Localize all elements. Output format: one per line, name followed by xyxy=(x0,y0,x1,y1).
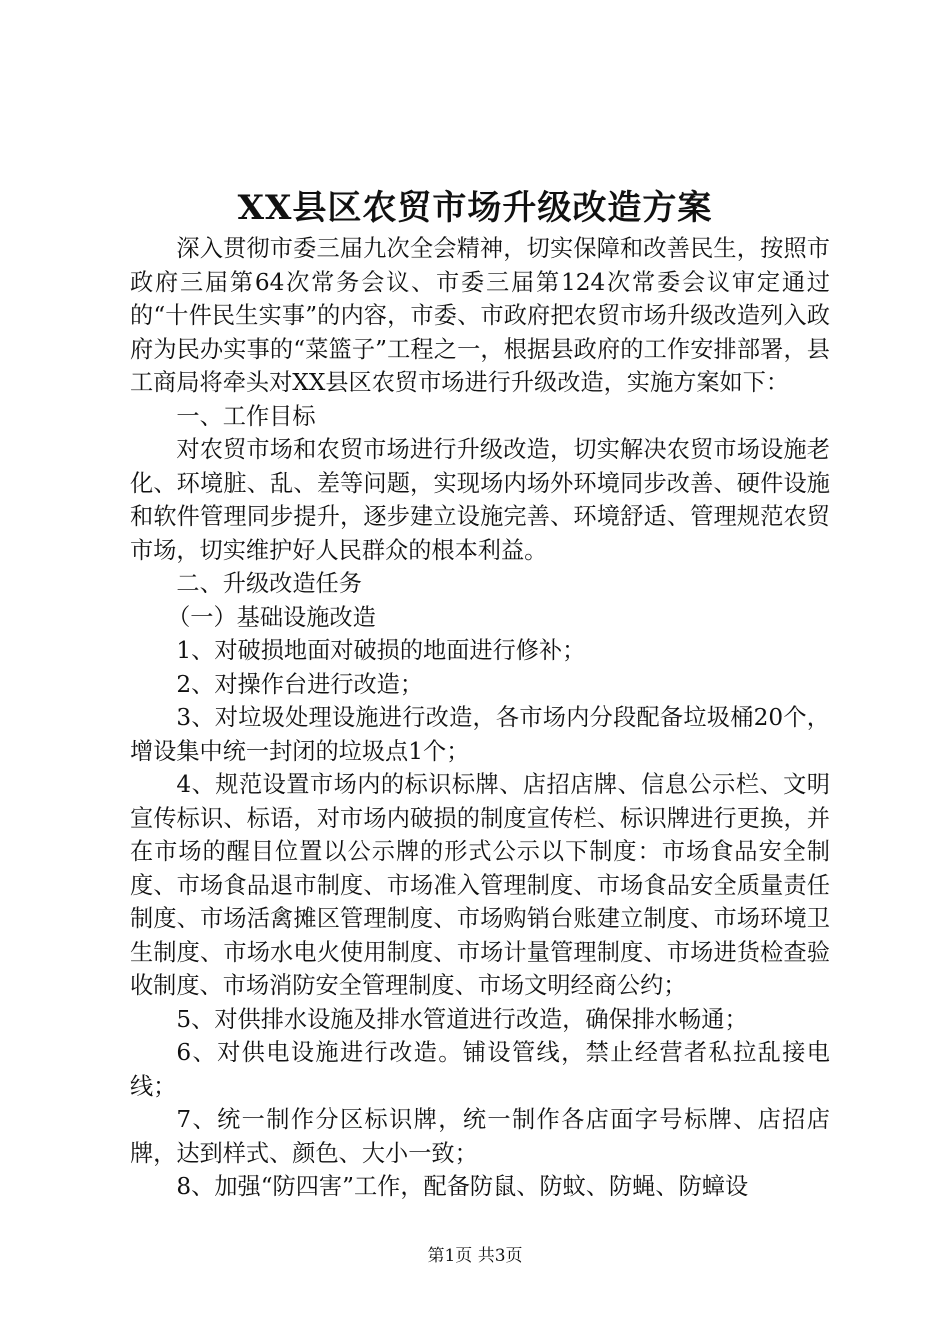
document-body xyxy=(130,232,830,1204)
list-item-4: 4、规范设置市场内的标识标牌、店招店牌、信息公示栏、文明宣传标识、标语，对市场内破损的制度宣传栏、标识牌进行更换，并在市场的醒目位置以公示牌的形式公示以下制度：市场食品安全制度、市场食品退市制度、市场准入管理制度、市场食品安全质量责任制度、市场活禽摊区管理制度、市场购销台账建立制度、市场环境卫生制度、市场水电火使用制度、市场计量管理制度、市场进货检查验收制度、市场消防安全管理制度、市场文明经商公约； xyxy=(130,771,830,999)
list-item-6: 6、对供电设施进行改造。铺设管线，禁止经营者私拉乱接电线； xyxy=(130,1039,830,1100)
list-item-7: 7、统一制作分区标识牌，统一制作各店面字号标牌、店招店牌，达到样式、颜色、大小一致； xyxy=(130,1106,830,1167)
list-item-2: 2、对操作台进行改造； xyxy=(176,670,424,698)
paragraph-goals: 对农贸市场和农贸市场进行升级改造，切实解决农贸市场设施老化、环境脏、乱、差等问题，实现场内场外环境同步改善、硬件设施和软件管理同步提升，逐步建立设施完善、环境舒适、管理规范农贸市场，切实维护好人民群众的根本利益。 xyxy=(130,436,830,564)
section-heading-tasks: 二、升级改造任务 xyxy=(176,570,362,597)
section-heading-goals: 一、工作目标 xyxy=(176,402,316,430)
list-item-8: 8、加强“防四害”工作，配备防鼠、防蚊、防蝇、防蟑设 xyxy=(176,1173,749,1200)
subsection-heading-infrastructure: （一）基础设施改造 xyxy=(167,603,376,631)
paragraph-intro: 深入贯彻市委三届九次全会精神，切实保障和改善民生，按照市政府三届第64次常务会议、市委三届第124次常委会议审定通过的“十件民生实事”的内容，市委、市政府把农贸市场升级改造列入政府为民办实事的“菜篮子”工程之一，根据县政府的工作安排部署，县工商局将牵头对XX县区农贸市场进行升级改造，实施方案如下： xyxy=(130,235,830,396)
document-title: XX县区农贸市场升级改造方案 xyxy=(237,188,713,228)
page-number-footer: 第1页 共3页 xyxy=(427,1246,523,1266)
list-item-5: 5、对供排水设施及排水管道进行改造，确保排水畅通； xyxy=(176,1005,748,1033)
list-item-3: 3、对垃圾处理设施进行改造，各市场内分段配备垃圾桶20个，增设集中统一封闭的垃圾点1个； xyxy=(130,704,830,765)
list-item-1: 1、对破损地面对破损的地面进行修补； xyxy=(176,637,586,664)
